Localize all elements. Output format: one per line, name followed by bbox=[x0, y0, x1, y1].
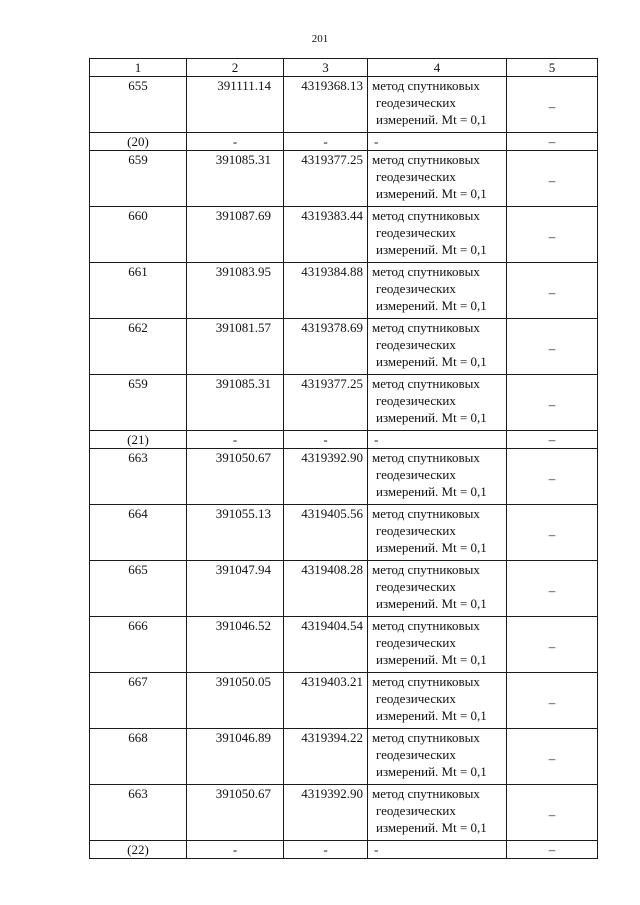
table-row bbox=[90, 505, 598, 561]
method-text-line: метод спутниковых bbox=[372, 450, 480, 465]
table-body bbox=[90, 59, 598, 859]
method-text-line: геодезических bbox=[376, 225, 456, 240]
method-cell bbox=[368, 319, 507, 375]
y-coordinate-cell: 4319377.25 bbox=[284, 375, 368, 431]
method-text-line: измерений. Mt = 0,1 bbox=[376, 596, 487, 611]
note-cell: – bbox=[507, 375, 598, 431]
point-number-cell: 659 bbox=[90, 375, 187, 431]
y-coordinate-cell: 4319378.69 bbox=[284, 319, 368, 375]
y-coordinate-cell: 4319384.88 bbox=[284, 263, 368, 319]
note-cell: – bbox=[507, 841, 598, 859]
method-text-line: метод спутниковых bbox=[372, 786, 480, 801]
table-row bbox=[90, 207, 598, 263]
x-coordinate-cell: 391050.67 bbox=[187, 449, 284, 505]
column-header-1: 1 bbox=[90, 59, 187, 77]
method-text-line: метод спутниковых bbox=[372, 152, 480, 167]
point-number-cell: 667 bbox=[90, 673, 187, 729]
y-coordinate-cell: 4319377.25 bbox=[284, 151, 368, 207]
method-text-line: геодезических bbox=[376, 467, 456, 482]
x-coordinate-cell: 391050.67 bbox=[187, 785, 284, 841]
point-number-cell: 655 bbox=[90, 77, 187, 133]
y-coordinate-cell: 4319403.21 bbox=[284, 673, 368, 729]
method-cell bbox=[368, 561, 507, 617]
note-cell: – bbox=[507, 505, 598, 561]
note-cell: – bbox=[507, 785, 598, 841]
method-text-line: геодезических bbox=[376, 95, 456, 110]
method-text-line: геодезических bbox=[376, 691, 456, 706]
note-cell: – bbox=[507, 151, 598, 207]
method-cell bbox=[368, 263, 507, 319]
method-cell bbox=[368, 841, 507, 859]
table-row bbox=[90, 263, 598, 319]
y-coordinate-cell: 4319368.13 bbox=[284, 77, 368, 133]
method-text-line: геодезических bbox=[376, 579, 456, 594]
x-coordinate-cell: 391087.69 bbox=[187, 207, 284, 263]
point-number-cell: (22) bbox=[90, 841, 187, 859]
method-cell bbox=[368, 617, 507, 673]
method-cell bbox=[368, 785, 507, 841]
method-text-line: метод спутниковых bbox=[372, 618, 480, 633]
method-text-line: метод спутниковых bbox=[372, 78, 480, 93]
method-cell bbox=[368, 431, 507, 449]
point-number-cell: 665 bbox=[90, 561, 187, 617]
method-text-line: - bbox=[374, 432, 379, 447]
x-coordinate-cell: 391111.14 bbox=[187, 77, 284, 133]
note-cell: – bbox=[507, 207, 598, 263]
method-text-line: измерений. Mt = 0,1 bbox=[376, 540, 487, 555]
method-text-line: измерений. Mt = 0,1 bbox=[376, 298, 487, 313]
method-cell bbox=[368, 729, 507, 785]
table-header-row bbox=[90, 59, 598, 77]
table-separator-row bbox=[90, 431, 598, 449]
method-text-line: измерений. Mt = 0,1 bbox=[376, 112, 487, 127]
method-text-line: геодезических bbox=[376, 337, 456, 352]
note-cell: – bbox=[507, 561, 598, 617]
x-coordinate-cell: - bbox=[187, 431, 284, 449]
table-row bbox=[90, 785, 598, 841]
table-separator-row bbox=[90, 133, 598, 151]
method-text-line: метод спутниковых bbox=[372, 376, 480, 391]
method-cell bbox=[368, 375, 507, 431]
method-cell bbox=[368, 77, 507, 133]
note-cell: – bbox=[507, 673, 598, 729]
point-number-cell: 661 bbox=[90, 263, 187, 319]
y-coordinate-cell: 4319383.44 bbox=[284, 207, 368, 263]
method-text-line: метод спутниковых bbox=[372, 320, 480, 335]
method-text-line: геодезических bbox=[376, 169, 456, 184]
method-cell bbox=[368, 449, 507, 505]
x-coordinate-cell: 391085.31 bbox=[187, 151, 284, 207]
note-cell: – bbox=[507, 449, 598, 505]
point-number-cell: 659 bbox=[90, 151, 187, 207]
table-separator-row bbox=[90, 841, 598, 859]
method-cell bbox=[368, 207, 507, 263]
table-row bbox=[90, 375, 598, 431]
y-coordinate-cell: 4319392.90 bbox=[284, 785, 368, 841]
method-cell bbox=[368, 133, 507, 151]
method-text-line: измерений. Mt = 0,1 bbox=[376, 820, 487, 835]
table-row bbox=[90, 729, 598, 785]
note-cell: – bbox=[507, 617, 598, 673]
method-cell bbox=[368, 505, 507, 561]
method-text-line: измерений. Mt = 0,1 bbox=[376, 652, 487, 667]
x-coordinate-cell: 391083.95 bbox=[187, 263, 284, 319]
method-text-line: измерений. Mt = 0,1 bbox=[376, 354, 487, 369]
method-text-line: геодезических bbox=[376, 393, 456, 408]
column-header-3: 3 bbox=[284, 59, 368, 77]
method-text-line: метод спутниковых bbox=[372, 562, 480, 577]
note-cell: – bbox=[507, 133, 598, 151]
method-cell bbox=[368, 151, 507, 207]
method-text-line: измерений. Mt = 0,1 bbox=[376, 186, 487, 201]
point-number-cell: 662 bbox=[90, 319, 187, 375]
note-cell: – bbox=[507, 319, 598, 375]
x-coordinate-cell: 391047.94 bbox=[187, 561, 284, 617]
column-header-2: 2 bbox=[187, 59, 284, 77]
point-number-cell: 668 bbox=[90, 729, 187, 785]
point-number-cell: 664 bbox=[90, 505, 187, 561]
x-coordinate-cell: 391085.31 bbox=[187, 375, 284, 431]
y-coordinate-cell: 4319394.22 bbox=[284, 729, 368, 785]
table-row bbox=[90, 151, 598, 207]
page-number: 201 bbox=[311, 33, 329, 45]
note-cell: – bbox=[507, 729, 598, 785]
method-text-line: метод спутниковых bbox=[372, 506, 480, 521]
method-text-line: измерений. Mt = 0,1 bbox=[376, 242, 487, 257]
point-number-cell: (20) bbox=[90, 133, 187, 151]
method-text-line: измерений. Mt = 0,1 bbox=[376, 764, 487, 779]
y-coordinate-cell: 4319405.56 bbox=[284, 505, 368, 561]
x-coordinate-cell: 391046.52 bbox=[187, 617, 284, 673]
table-row bbox=[90, 673, 598, 729]
method-text-line: метод спутниковых bbox=[372, 730, 480, 745]
point-number-cell: 663 bbox=[90, 785, 187, 841]
x-coordinate-cell: - bbox=[187, 841, 284, 859]
method-text-line: - bbox=[374, 134, 379, 149]
y-coordinate-cell: 4319404.54 bbox=[284, 617, 368, 673]
point-number-cell: (21) bbox=[90, 431, 187, 449]
table-row bbox=[90, 449, 598, 505]
coordinates-table bbox=[89, 58, 598, 859]
method-text-line: геодезических bbox=[376, 747, 456, 762]
table-row bbox=[90, 561, 598, 617]
note-cell: – bbox=[507, 431, 598, 449]
column-header-5: 5 bbox=[507, 59, 598, 77]
method-text-line: измерений. Mt = 0,1 bbox=[376, 484, 487, 499]
method-text-line: геодезических bbox=[376, 281, 456, 296]
table-row bbox=[90, 319, 598, 375]
point-number-cell: 663 bbox=[90, 449, 187, 505]
method-text-line: измерений. Mt = 0,1 bbox=[376, 708, 487, 723]
method-text-line: геодезических bbox=[376, 803, 456, 818]
y-coordinate-cell: - bbox=[284, 841, 368, 859]
table-row bbox=[90, 617, 598, 673]
y-coordinate-cell: - bbox=[284, 431, 368, 449]
method-text-line: метод спутниковых bbox=[372, 674, 480, 689]
table-row bbox=[90, 77, 598, 133]
method-text-line: измерений. Mt = 0,1 bbox=[376, 410, 487, 425]
y-coordinate-cell: 4319392.90 bbox=[284, 449, 368, 505]
point-number-cell: 660 bbox=[90, 207, 187, 263]
method-text-line: геодезических bbox=[376, 523, 456, 538]
x-coordinate-cell: 391046.89 bbox=[187, 729, 284, 785]
point-number-cell: 666 bbox=[90, 617, 187, 673]
note-cell: – bbox=[507, 263, 598, 319]
note-cell: – bbox=[507, 77, 598, 133]
x-coordinate-cell: 391081.57 bbox=[187, 319, 284, 375]
method-text-line: метод спутниковых bbox=[372, 264, 480, 279]
x-coordinate-cell: 391055.13 bbox=[187, 505, 284, 561]
column-header-4: 4 bbox=[368, 59, 507, 77]
method-text-line: - bbox=[374, 842, 379, 857]
method-text-line: геодезических bbox=[376, 635, 456, 650]
y-coordinate-cell: 4319408.28 bbox=[284, 561, 368, 617]
x-coordinate-cell: - bbox=[187, 133, 284, 151]
y-coordinate-cell: - bbox=[284, 133, 368, 151]
x-coordinate-cell: 391050.05 bbox=[187, 673, 284, 729]
method-text-line: метод спутниковых bbox=[372, 208, 480, 223]
method-cell bbox=[368, 673, 507, 729]
